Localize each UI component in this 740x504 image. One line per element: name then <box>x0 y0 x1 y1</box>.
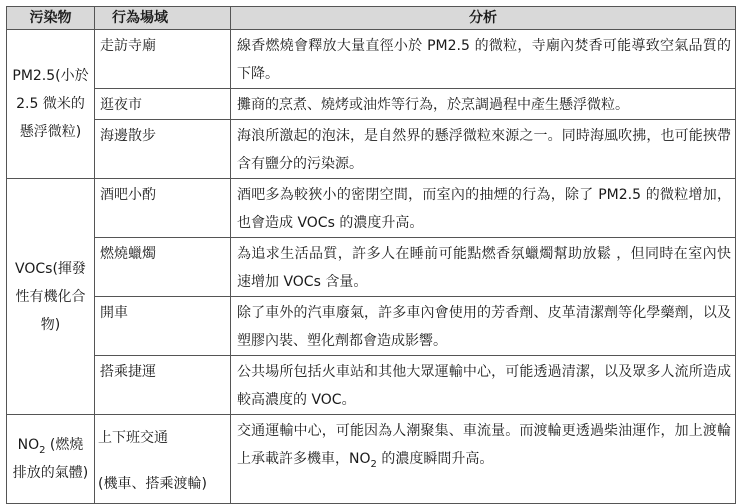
no2-main: NO <box>17 437 40 453</box>
analysis-text-part2: 的濃度瞬間升高。 <box>376 451 494 467</box>
analysis-cell: 酒吧多為較狹小的密閉空間，而室內的抽煙的行為，除了 PM2.5 的微粒增加，也會造成 VOCs 的濃度升高。 <box>231 179 736 238</box>
table-row <box>7 179 736 238</box>
table-row <box>7 238 736 297</box>
behavior-label: 上下班交通 <box>98 430 168 446</box>
behavior-cell: 開車 <box>95 297 231 356</box>
behavior-cell: 逛夜市 <box>95 89 231 120</box>
header-pollutant: 污染物 <box>7 7 95 30</box>
analysis-cell: 公共場所包括火車站和其他大眾運輸中心，可能透過清潔，以及眾多人流所造成較高濃度的 VOC。 <box>231 356 736 415</box>
behavior-cell: 燃燒蠟燭 <box>95 238 231 297</box>
header-behavior: 行為場域 <box>95 7 231 30</box>
behavior-cell <box>95 415 231 504</box>
pollutant-cell-pm25: PM2.5(小於 2.5 微米的懸浮微粒) <box>7 30 95 179</box>
no2-subscript: 2 <box>39 444 46 456</box>
behavior-cell: 酒吧小酌 <box>95 179 231 238</box>
no2-description: (燃燒排放的氣體) <box>12 437 89 481</box>
table-row <box>7 356 736 415</box>
behavior-cell: 走訪寺廟 <box>95 30 231 89</box>
table-row <box>7 30 736 89</box>
table-row <box>7 120 736 179</box>
analysis-cell: 為追求生活品質，許多人在睡前可能點燃香氛蠟燭幫助放鬆 ，但同時在室內快速增加 VOCs 含量。 <box>231 238 736 297</box>
table-row <box>7 415 736 504</box>
table-row <box>7 297 736 356</box>
analysis-cell: 線香燃燒會釋放大量直徑小於 PM2.5 的微粒，寺廟內焚香可能導致空氣品質的下降。 <box>231 30 736 89</box>
analysis-cell <box>231 415 736 504</box>
analysis-cell: 除了車外的汽車廢氣，許多車內會使用的芳香劑、皮革清潔劑等化學藥劑，以及塑膠內裝、塑化劑都會造成影響。 <box>231 297 736 356</box>
pollution-analysis-table <box>6 6 736 504</box>
header-analysis: 分析 <box>231 7 736 30</box>
analysis-text-part1: 交通運輸中心，可能因為人潮聚集、車流量。而渡輪更透過柴油運作，加上渡輪上承載許多機車，NO <box>237 423 731 467</box>
behavior-note: (機車、搭乘渡輪) <box>98 476 207 492</box>
table-row <box>7 89 736 120</box>
pollution-table-container <box>6 6 735 504</box>
table-header-row <box>7 7 736 30</box>
analysis-subscript: 2 <box>370 458 377 470</box>
pollutant-cell-vocs: VOCs(揮發性有機化合物) <box>7 179 95 415</box>
analysis-cell: 攤商的烹煮、燒烤或油炸等行為，於烹調過程中產生懸浮微粒。 <box>231 89 736 120</box>
analysis-cell: 海浪所激起的泡沫，是自然界的懸浮微粒來源之一。同時海風吹拂，也可能挾帶含有鹽分的污染源。 <box>231 120 736 179</box>
behavior-cell: 海邊散步 <box>95 120 231 179</box>
behavior-cell: 搭乘捷運 <box>95 356 231 415</box>
pollutant-cell-no2 <box>7 415 95 504</box>
